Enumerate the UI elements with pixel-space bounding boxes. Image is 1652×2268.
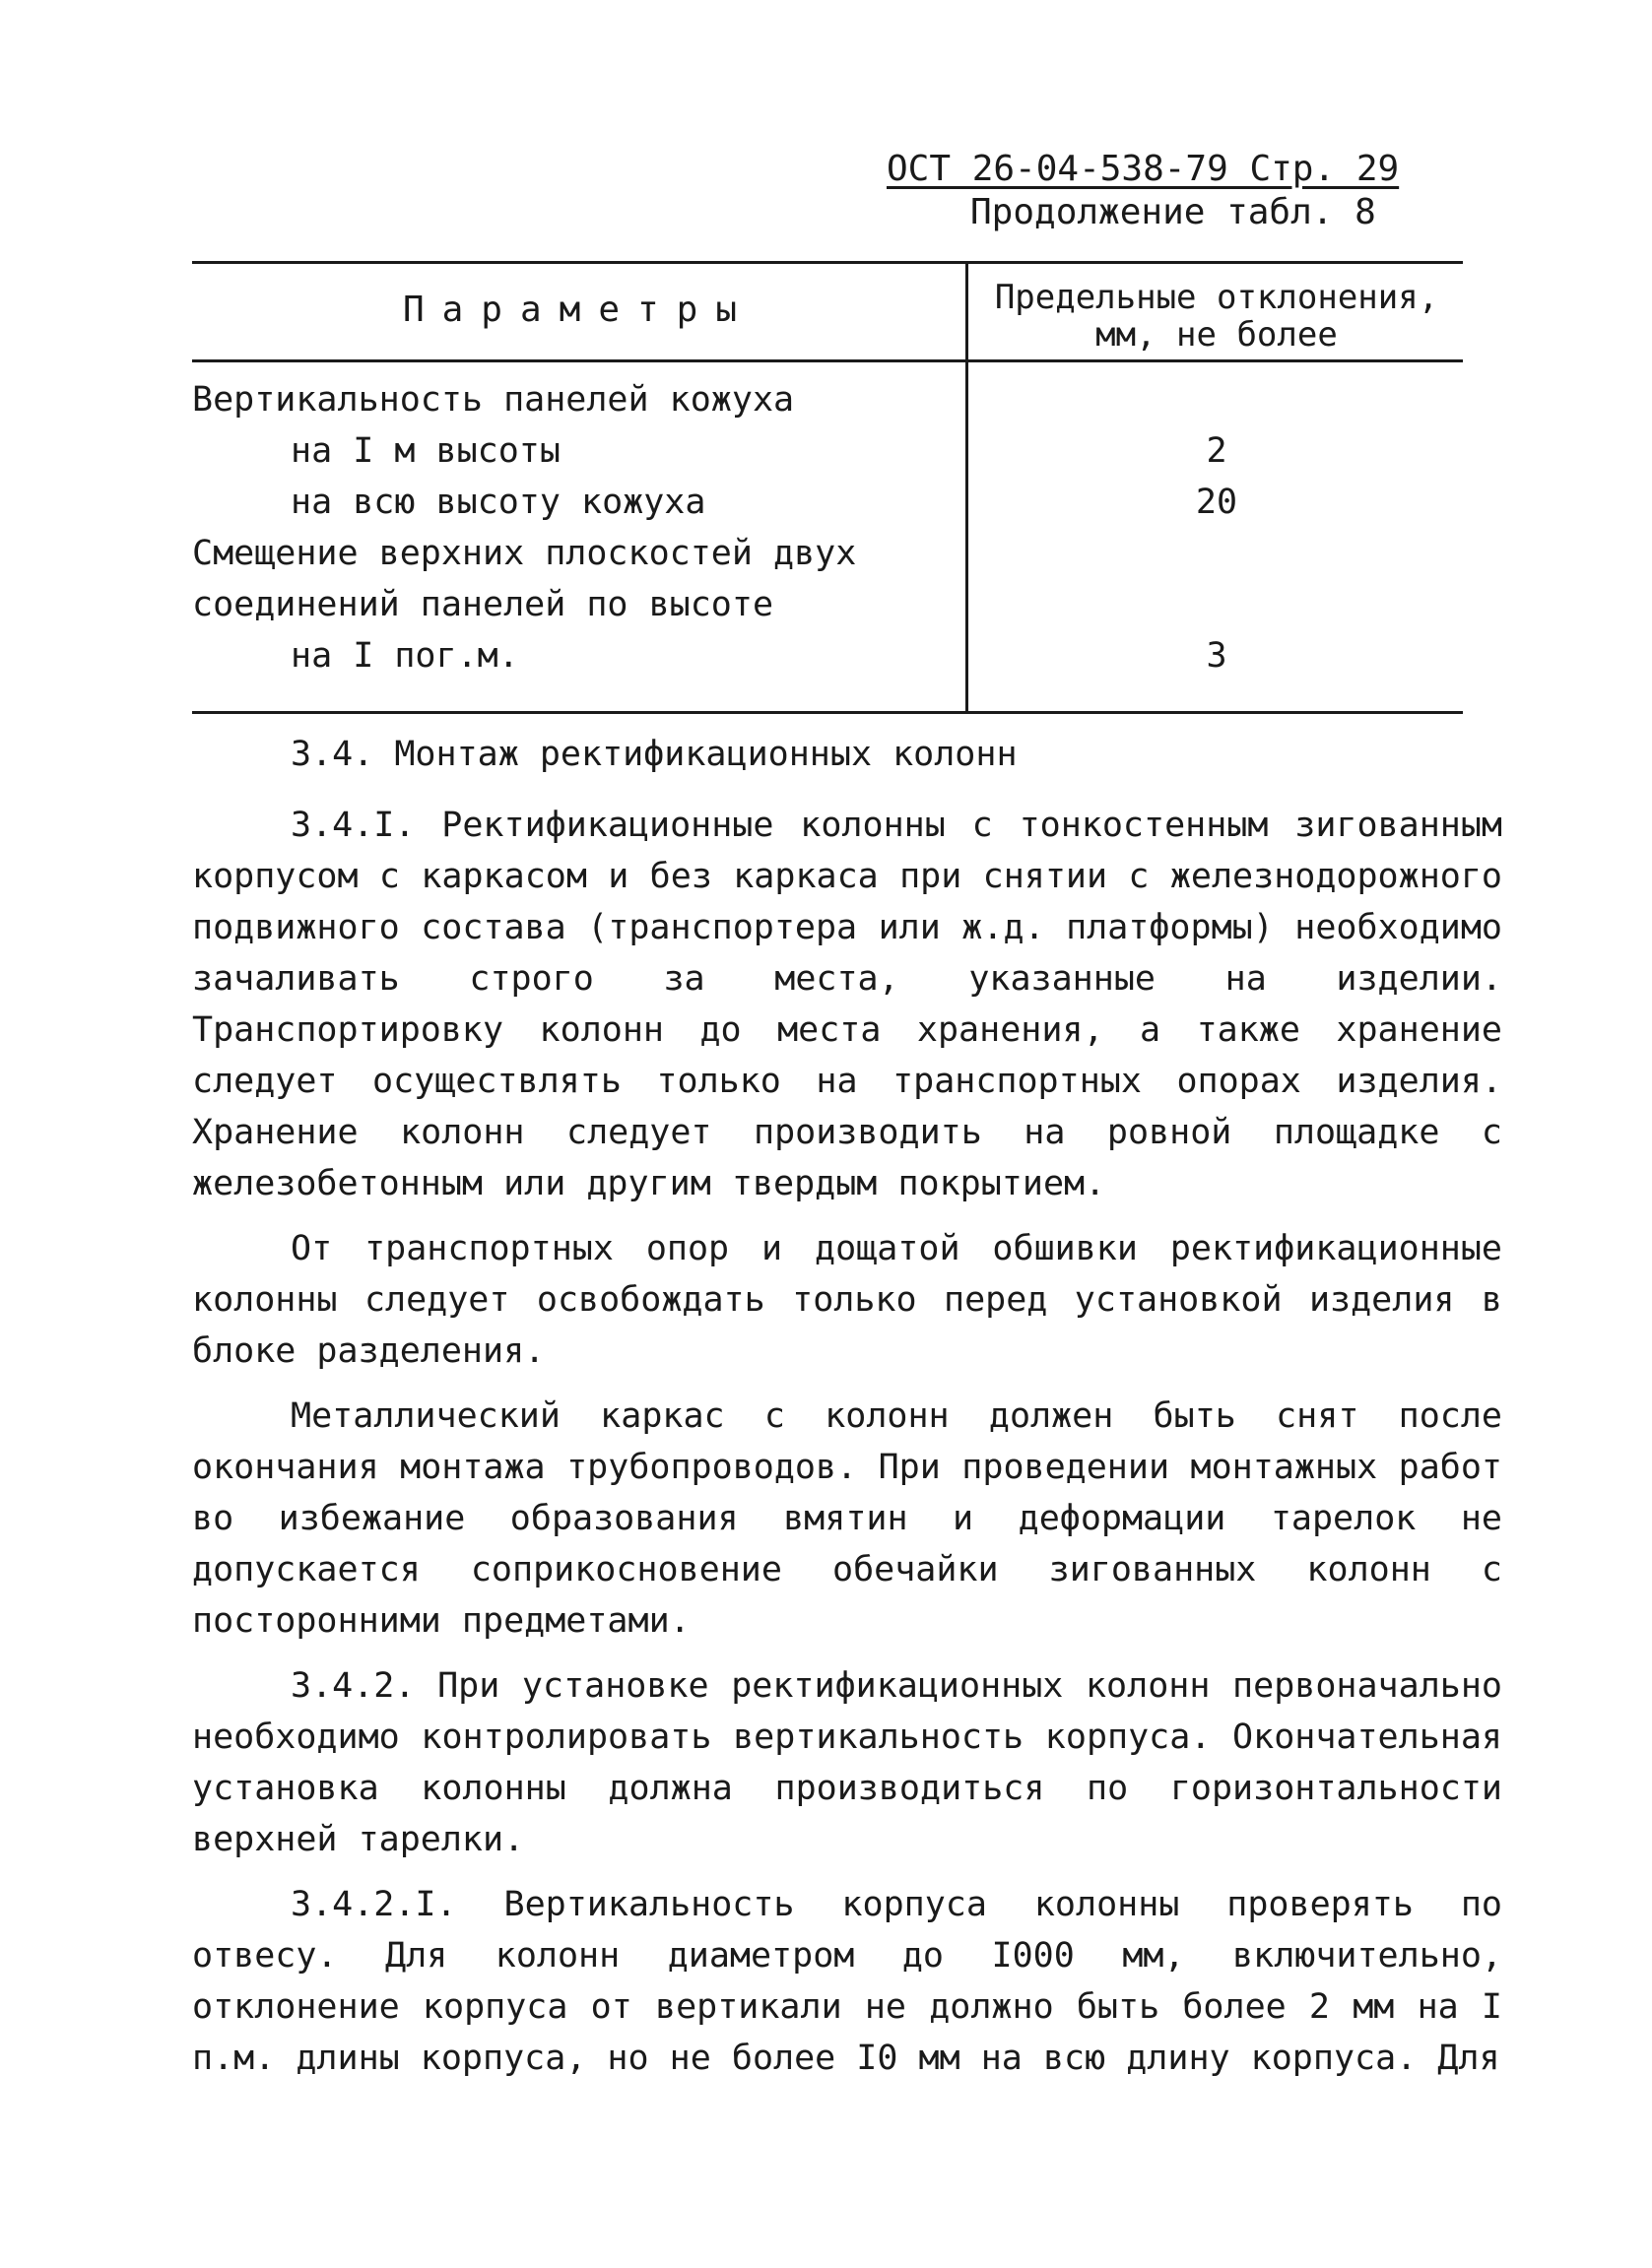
table-row xyxy=(192,630,1463,681)
row-parameter: Вертикальность панелей кожуха xyxy=(192,380,795,420)
page-header xyxy=(887,148,1438,234)
row-value: 20 xyxy=(1195,483,1238,522)
table-continuation-label: Продолжение табл. 8 xyxy=(970,192,1376,232)
section-heading: 3.4. Монтаж ректификационных колонн xyxy=(291,735,1018,774)
table-row xyxy=(192,477,1463,528)
row-parameter: на всю высоту кожуха xyxy=(291,483,706,522)
body-text xyxy=(192,729,1502,2098)
row-parameter: Смещение верхних плоскостей двух xyxy=(192,534,857,573)
paragraph: 3.4.2. При установке ректификационных колонн первоначально необходимо контролировать вертикальность корпуса. Окончательная установка колонны должна производиться по горизонтальности верхней тарелки. xyxy=(192,1666,1502,1859)
row-parameter: соединений панелей по высоте xyxy=(192,585,774,624)
table-row xyxy=(192,579,1463,630)
row-parameter: на I пог.м. xyxy=(291,636,519,676)
paragraph: От транспортных опор и дощатой обшивки ректификационные колонны следует освобождать только перед установкой изделия в блоке разделения. xyxy=(192,1229,1502,1371)
row-parameter: на I м высоты xyxy=(291,431,561,471)
table-row xyxy=(192,425,1463,477)
table-row xyxy=(192,528,1463,579)
table-bottom-rule xyxy=(192,711,1463,714)
table-top-rule xyxy=(192,261,1463,264)
tolerance-table xyxy=(192,261,1463,714)
row-value: 2 xyxy=(1206,431,1227,471)
table-header-rule xyxy=(192,359,1463,362)
column-header-parameters: Параметры xyxy=(402,290,756,330)
column-header-deviation: Предельные отклонения, мм, не более xyxy=(994,278,1439,355)
table-row xyxy=(192,374,1463,425)
row-value: 3 xyxy=(1206,636,1227,676)
document-reference: ОСТ 26-04-538-79 Стр. 29 xyxy=(887,149,1400,189)
paragraph: 3.4.I. Ректификационные колонны с тонкостенным зигованным корпусом с каркасом и без каркаса при снятии с железнодорожного подвижного состава (транспортера или ж.д. платформы) необходимо зачаливать строго за места, указанные на изделии. Транспортировку колонн до места хранения, а также хранение следует осуществлять только на транспортных опорах изделия. Хранение колонн следует производить на ровной площадке с железобетонным или другим твердым покрытием. xyxy=(192,806,1502,1203)
paragraph: Металлический каркас с колонн должен быть снят после окончания монтажа трубопроводов. При проведении монтажных работ во избежание образования вмятин и деформации тарелок не допускается соприкосновение обечайки зигованных колонн с посторонними предметами. xyxy=(192,1396,1502,1641)
paragraph: 3.4.2.I. Вертикальность корпуса колонны проверять по отвесу. Для колонн диаметром до I000 мм, включительно, отклонение корпуса от вертикали не должно быть более 2 мм на I п.м. длины корпуса, но не более I0 мм на всю длину корпуса. Для xyxy=(192,1885,1502,2078)
